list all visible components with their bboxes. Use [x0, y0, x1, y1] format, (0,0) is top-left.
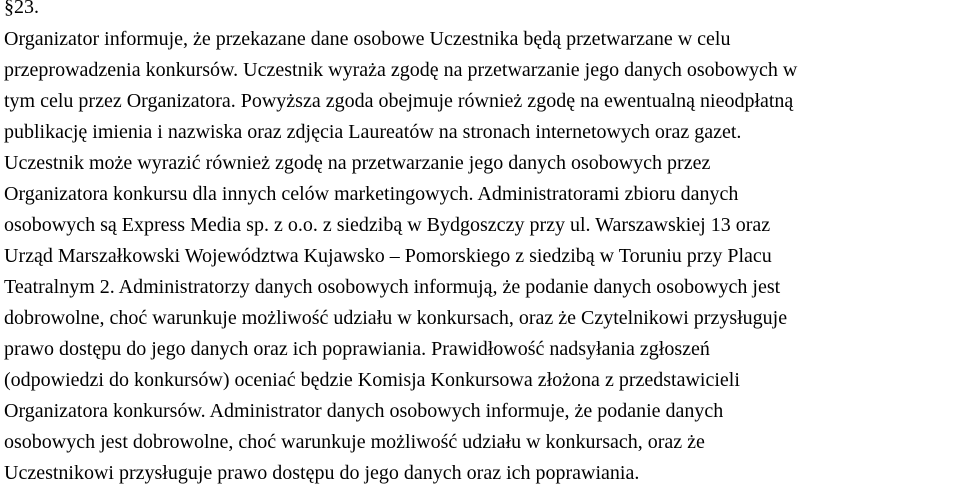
paragraph-line-2: przeprowadzenia konkursów. Uczestnik wyraża zgodę na przetwarzanie jego danych osobowych w: [4, 59, 798, 81]
paragraph-line-11: prawo dostępu do jego danych oraz ich poprawiania. Prawidłowość nadsyłania zgłoszeń: [4, 338, 710, 360]
paragraph-line-8: Urząd Marszałkowski Województwa Kujawsko – Pomorskiego z siedzibą w Toruniu przy Placu: [4, 245, 772, 267]
paragraph-line-7: osobowych są Express Media sp. z o.o. z siedzibą w Bydgoszczy przy ul. Warszawskiej 13 oraz: [4, 214, 771, 236]
paragraph-line-3: tym celu przez Organizatora. Powyższa zgoda obejmuje również zgodę na ewentualną nieodpłatną: [4, 90, 794, 112]
paragraph-line-5: Uczestnik może wyrazić również zgodę na przetwarzanie jego danych osobowych przez: [4, 152, 711, 174]
section-heading: §23.: [4, 0, 39, 18]
paragraph-line-14: osobowych jest dobrowolne, choć warunkuje możliwość udziału w konkursach, oraz że: [4, 431, 705, 453]
paragraph-line-4: publikację imienia i nazwiska oraz zdjęcia Laureatów na stronach internetowych oraz gazet.: [4, 121, 742, 143]
paragraph-line-9: Teatralnym 2. Administratorzy danych osobowych informują, że podanie danych osobowych jest: [4, 276, 781, 298]
paragraph-line-1: Organizator informuje, że przekazane dane osobowe Uczestnika będą przetwarzane w celu: [4, 28, 731, 50]
paragraph-line-10: dobrowolne, choć warunkuje możliwość udziału w konkursach, oraz że Czytelnikowi przysługuje: [4, 307, 788, 329]
paragraph-line-15: Uczestnikowi przysługuje prawo dostępu do jego danych oraz ich poprawiania.: [4, 462, 640, 484]
paragraph-line-6: Organizatora konkursu dla innych celów marketingowych. Administratorami zbioru danych: [4, 183, 739, 205]
paragraph-line-12: (odpowiedzi do konkursów) oceniać będzie Komisja Konkursowa złożona z przedstawicieli: [4, 369, 740, 391]
document-body: [4, 0, 960, 489]
paragraph-line-13: Organizatora konkursów. Administrator danych osobowych informuje, że podanie danych: [4, 400, 724, 422]
